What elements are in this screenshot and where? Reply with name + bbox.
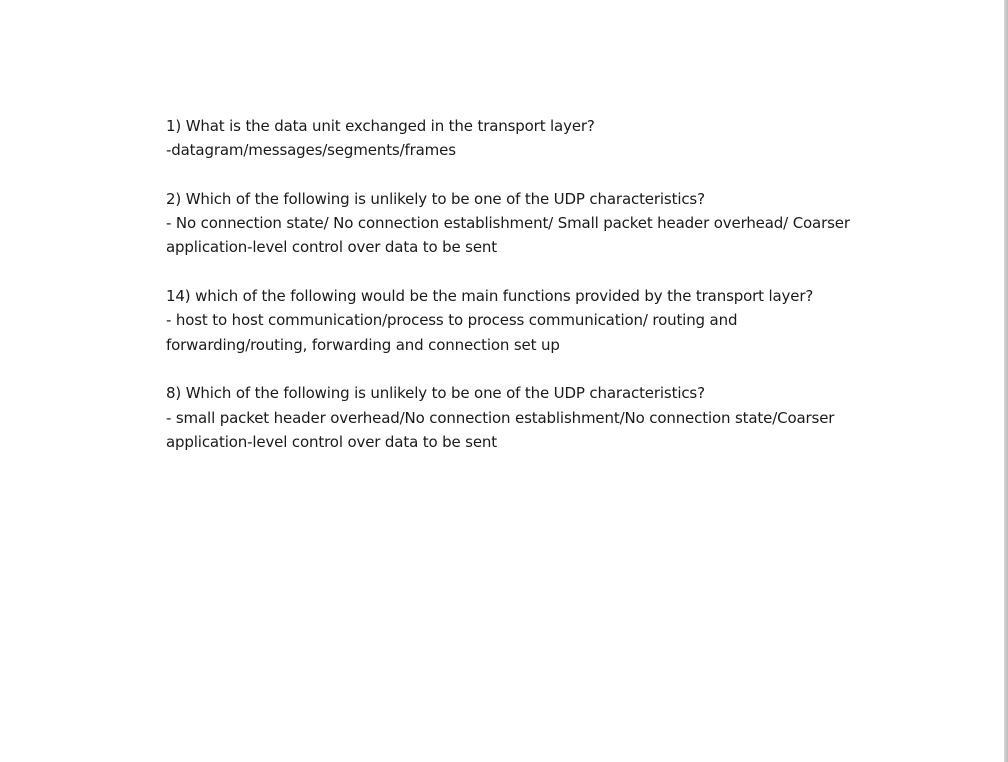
answer-text: -datagram/messages/segments/frames — [166, 141, 456, 160]
question-block-14 — [166, 284, 876, 357]
answer-text-continued: application-level control over data to be sent — [166, 238, 498, 257]
page-edge-divider — [1004, 0, 1008, 762]
question-text: 1) What is the data unit exchanged in the transport layer? — [166, 117, 595, 135]
question-block-2 — [166, 187, 876, 260]
answer-text: - No connection state/ No connection establishment/ Small packet header overhead/ Coarser — [166, 214, 850, 233]
answer-text: - host to host communication/process to process communication/ routing and — [166, 311, 738, 330]
question-text: 2) Which of the following is unlikely to be one of the UDP characteristics? — [166, 189, 705, 208]
document-body — [166, 114, 876, 478]
question-text: 14) which of the following would be the main functions provided by the transport layer? — [166, 287, 814, 306]
question-block-1 — [166, 114, 876, 163]
answer-text: - small packet header overhead/No connection establishment/No connection state/Coarser — [166, 408, 835, 427]
answer-text-continued: forwarding/routing, forwarding and connection set up — [166, 335, 560, 354]
question-block-8 — [166, 381, 876, 454]
question-text: 8) Which of the following is unlikely to be one of the UDP characteristics? — [166, 384, 705, 403]
answer-text-continued: application-level control over data to be sent — [166, 432, 498, 451]
